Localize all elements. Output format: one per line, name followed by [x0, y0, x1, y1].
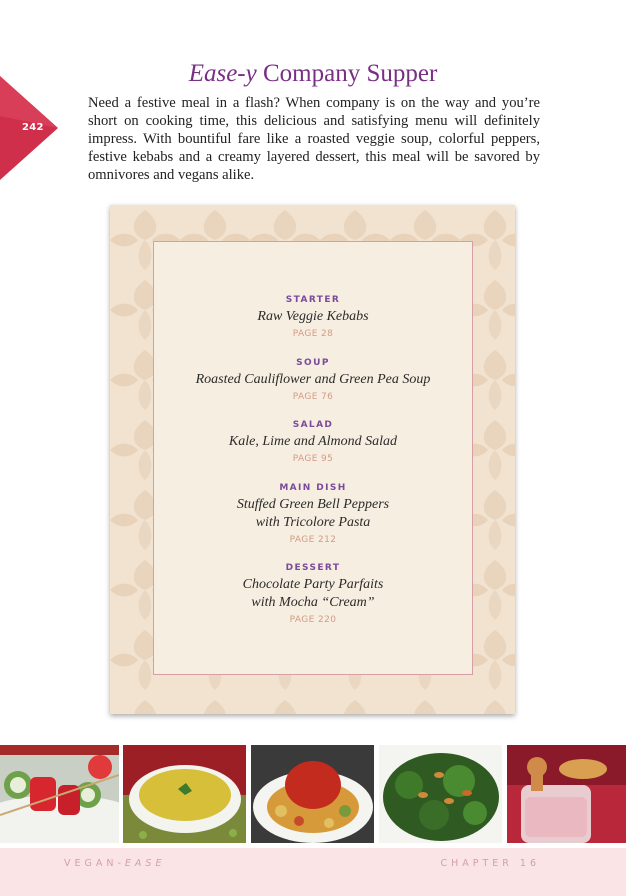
course-name: STARTER [285, 295, 341, 305]
title-regular-part: Company Supper [256, 60, 438, 87]
menu-course-main-dish [154, 480, 472, 560]
kale-almond-salad-photo [379, 745, 502, 843]
menu-course-soup [154, 355, 472, 418]
page-title [0, 60, 626, 88]
page-reference: PAGE 76 [292, 391, 334, 402]
page-footer [0, 848, 626, 896]
course-name: SALAD [292, 420, 334, 431]
photo-strip [0, 745, 626, 843]
page-number: 242 [22, 122, 44, 133]
footer-book-title [64, 858, 165, 869]
menu-course-dessert [154, 560, 472, 640]
page-reference: PAGE 212 [289, 534, 337, 545]
dish-name: Roasted Cauliflower and Green Pea Soup [195, 371, 431, 387]
menu-course-starter [154, 292, 472, 355]
menu-card [110, 205, 515, 714]
green-pea-soup-photo [123, 745, 246, 843]
course-name: DESSERT [285, 562, 341, 573]
chocolate-parfait-photo [507, 745, 626, 843]
menu-course-salad [154, 417, 472, 480]
course-name: MAIN DISH [279, 482, 347, 493]
dish-name: Kale, Lime and Almond Salad [228, 434, 398, 450]
title-italic-part: Ease-y [188, 60, 257, 87]
page-reference: PAGE 95 [292, 454, 334, 465]
dish-name-line-1: Chocolate Party Parfaits [242, 576, 384, 592]
footer-book-title-italic: EASE [124, 858, 166, 869]
intro-paragraph: Need a festive meal in a flash? When company is on the way and you’re short on cooking time, this delicious and satisfying menu will definitely impress. With bountiful fare like a roasted veggie soup, colorful peppers, festive kebabs and a creamy layered dessert, this meal will be savored by omnivores and vegans alike. [88, 95, 540, 183]
dish-name-line-2: with Mocha “Cream” [251, 594, 375, 610]
stuffed-pepper-pasta-photo [251, 745, 374, 843]
menu-list [154, 292, 472, 640]
page-reference: PAGE 220 [289, 614, 337, 625]
dish-name: Raw Veggie Kebabs [257, 309, 369, 324]
course-name: SOUP [296, 357, 330, 368]
dish-name-line-1: Stuffed Green Bell Peppers [236, 496, 390, 512]
veggie-kebabs-photo [0, 745, 119, 843]
page-reference: PAGE 28 [292, 329, 334, 339]
footer-book-title-regular: VEGAN- [64, 858, 125, 869]
dish-name-line-2: with Tricolore Pasta [255, 514, 371, 530]
menu-frame [153, 241, 473, 675]
footer-chapter: CHAPTER 16 [440, 858, 540, 869]
